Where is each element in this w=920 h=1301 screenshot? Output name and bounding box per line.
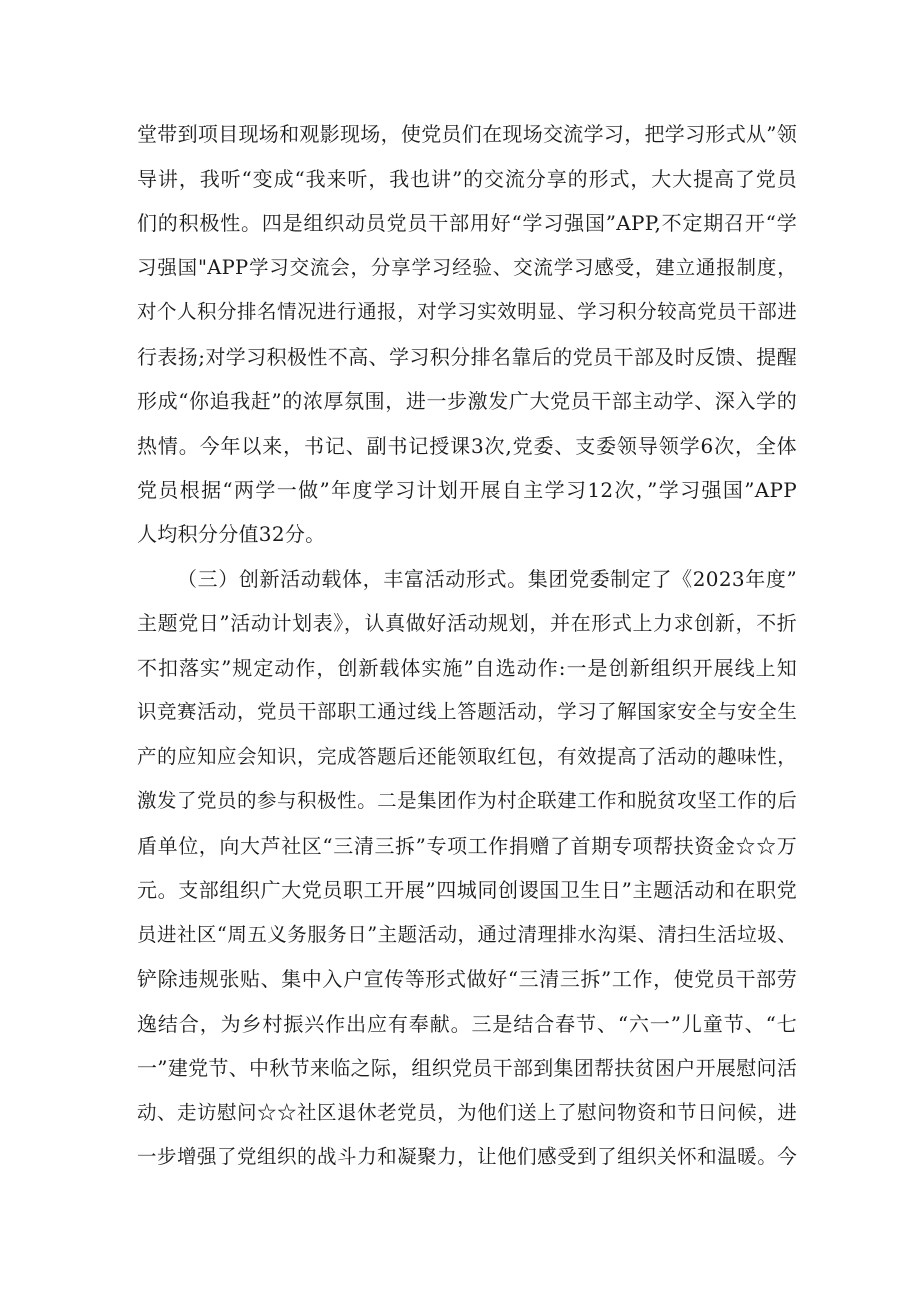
paragraph-1-line-6: 行表扬;对学习积极性不高、学习积分排名靠后的党员干部及时反馈、提醒 [137, 345, 797, 369]
paragraph-1-line-2: 导讲，我听“变成“我来听，我也讲”的交流分享的形式，大大提高了党员 [137, 167, 797, 191]
paragraph-2-line-2: 主题党日”活动计划表》，认真做好活动规划，并在形式上力求创新，不折 [137, 611, 797, 635]
paragraph-1-line-1: 堂带到项目现场和观影现场，使党员们在现场交流学习，把学习形式从”领 [137, 122, 798, 146]
paragraph-2-line-13: 动、走访慰问☆☆社区退休老党员，为他们送上了慰问物资和节日问候，进 [137, 1101, 797, 1124]
paragraph-2-line-14: 一步增强了党组织的战斗力和凝聚力，让他们感受到了组织关怀和温暖。今 [137, 1145, 797, 1168]
paragraph-1-line-7: 形成“你追我赶”的浓厚氛围，进一步激发广大党员干部主动学、深入学的 [137, 389, 797, 413]
paragraph-2-line-10: 铲除违规张贴、集中入户宣传等形式做好“三清三拆”工作，使党员干部劳 [137, 967, 797, 991]
paragraph-2-line-3: 不扣落实”规定动作，创新载体实施”自选动作:一是创新组织开展线上知 [137, 656, 797, 680]
paragraph-2-line-11: 逸结合，为乡村振兴作出应有奉献。三是结合春节、“六一”儿童节、“七 [137, 1012, 797, 1036]
paragraph-2-line-12: 一”建党节、中秋节来临之际，组织党员干部到集团帮扶贫困户开展慰问活 [137, 1056, 798, 1080]
paragraph-2-line-6: 激发了党员的参与积极性。二是集团作为村企联建工作和脱贫攻坚工作的后 [137, 789, 797, 812]
paragraph-2-line-9: 员进社区“周五义务服务日”主题活动，通过清理排水沟渠、清扫生活垃圾、 [137, 923, 797, 946]
paragraph-2-line-7: 盾单位，向大芦社区“三清三拆”专项工作捐赠了首期专项帮扶资金☆☆万 [137, 834, 797, 858]
paragraph-2-line-5: 产的应知应会知识，完成答题后还能领取红包，有效提高了活动的趣味性， [137, 745, 797, 768]
paragraph-1-line-5: 对个人积分排名情况进行通报，对学习实效明显、学习积分较高党员干部进 [137, 300, 797, 323]
paragraph-2-line-1: （三）创新活动载体，丰富活动形式。集团党委制定了《2023年度” [177, 567, 797, 591]
paragraph-1-line-10: 人均积分分值32分。 [137, 522, 326, 546]
paragraph-1-line-3: 们的积极性。四是组织动员党员干部用好“学习强国”APP,不定期召开“学 [137, 211, 797, 235]
paragraph-2-line-8: 元。支部组织广大党员职工开展”四城同创谡国卫生日”主题活动和在职党 [137, 878, 797, 902]
paragraph-1-line-4: 习强国"APP学习交流会，分享学习经验、交流学习感受，建立通报制度， [137, 256, 797, 279]
paragraph-1-line-8: 热情。今年以来，书记、副书记授课3次,党委、支委领导领学6次，全体 [137, 434, 797, 458]
paragraph-1-line-9: 党员根据“两学一做”年度学习计划开展自主学习12次，”学习强国”APP [137, 478, 797, 502]
paragraph-2-line-4: 识竞赛活动，党员干部职工通过线上答题活动，学习了解国家安全与安全生 [137, 700, 797, 723]
